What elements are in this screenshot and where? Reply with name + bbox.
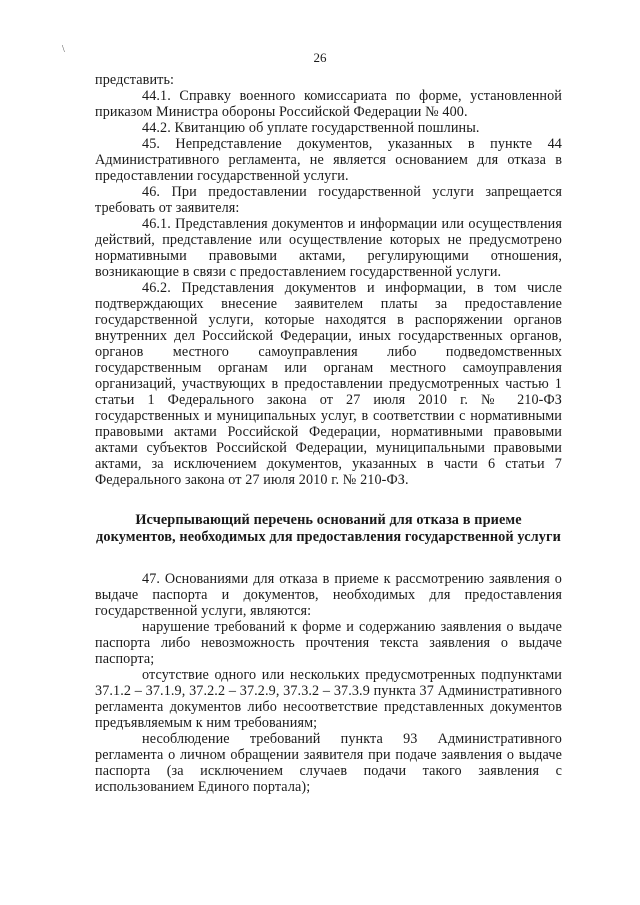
page-number: 26 (313, 50, 327, 65)
paragraph: 46. При предоставлении государственной услуги запрещается требовать от заявителя: (95, 184, 562, 216)
paragraph: 44.1. Справку военного комиссариата по форме, установленной приказом Министра обороны Российской Федерации № 400. (95, 88, 562, 120)
document-body (95, 72, 562, 795)
paragraph: нарушение требований к форме и содержанию заявления о выдаче паспорта либо невозможность прочтения текста заявления о выдаче паспорта; (95, 619, 562, 667)
paragraph: 45. Непредставление документов, указанных в пункте 44 Административного регламента, не является основанием для отказа в предоставлении государственной услуги. (95, 136, 562, 184)
paragraph: 46.1. Представления документов и информации или осуществления действий, представление или осуществление которых не предусмотрено нормативными правовыми актами, регулирующими отношения, возникающие в связи с предоставлением государственной услуги. (95, 216, 562, 280)
paragraph: 47. Основаниями для отказа в приеме к рассмотрению заявления о выдаче паспорта и документов, необходимых для предоставления государственной услуги, являются: (95, 571, 562, 619)
paragraph: 44.2. Квитанцию об уплате государственной пошлины. (142, 120, 480, 136)
scan-mark: \ (62, 44, 65, 55)
paragraph: отсутствие одного или нескольких предусмотренных подпунктами 37.1.2 – 37.1.9, 37.2.2 – 37.2.9, 37.3.2 – 37.3.9 пункта 37 Административного регламента документов либо несоответствие представленных документов предъявляемым к ним требованиям; (95, 667, 562, 731)
paragraph: 46.2. Представления документов и информации, в том числе подтверждающих внесение заявителем платы за предоставление государственной услуги, которые находятся в распоряжении органов внутренних дел Российской Федерации, иных государственных органов, органов местного самоуправления либо подведомственных государственным органам или органам местного самоуправления организаций, участвующих в предоставлении предусмотренных частью 1 статьи 1 Федерального закона от 27 июля 2010 г. № 210-ФЗ государственных и муниципальных услуг, в соответствии с нормативными правовыми актами Российской Федерации, нормативными правовыми актами субъектов Российской Федерации, муниципальными правовыми актами, за исключением документов, указанных в части 6 статьи 7 Федерального закона от 27 июля 2010 г. № 210-ФЗ. (95, 280, 562, 488)
section-heading: Исчерпывающий перечень оснований для отказа в приеме документов, необходимых для предоставления государственной услуги (96, 512, 561, 545)
paragraph: представить: (95, 72, 175, 88)
paragraph: несоблюдение требований пункта 93 Административного регламента о личном обращении заявителя при подаче заявления о выдаче паспорта (за исключением случаев подачи такого заявления с использованием Единого портала); (95, 731, 562, 795)
